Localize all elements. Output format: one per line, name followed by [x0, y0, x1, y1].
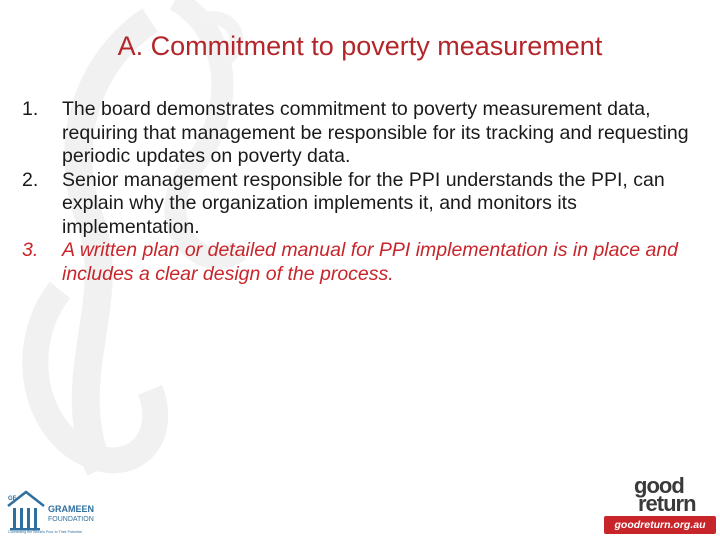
- grameen-foundation-logo: [6, 488, 130, 534]
- grameen-name: GRAMEEN: [48, 504, 95, 514]
- list-item: [22, 98, 712, 169]
- list-item-number: 3.: [22, 239, 39, 261]
- list-item-text: A written plan or detailed manual for PPI implementation is in place and includes a clear design of the process.: [62, 239, 679, 285]
- criteria-list: [22, 98, 712, 286]
- list-item-number: 1.: [22, 98, 39, 120]
- list-item-number: 2.: [22, 168, 39, 191]
- goodreturn-url: goodreturn.org.au: [604, 516, 716, 534]
- goodreturn-word-return: return: [638, 491, 696, 516]
- goodreturn-logo: [604, 474, 716, 536]
- slide-title: A. Commitment to poverty measurement: [117, 31, 603, 61]
- list-item-text: Senior management responsible for the PPI understands the PPI, can explain why the organization implements it, and monitors its implementation.: [62, 168, 665, 238]
- list-item: [22, 169, 712, 240]
- grameen-name-2: FOUNDATION: [48, 516, 94, 523]
- goodreturn-word-good: good: [634, 473, 684, 498]
- list-item-text: The board demonstrates commitment to poverty measurement data, requiring that management be responsible for its tracking and requesting periodic updates on poverty data.: [62, 98, 689, 167]
- grameen-initials: GF: [8, 496, 17, 502]
- grameen-tagline: Connecting the World's Poor to Their Potential: [8, 530, 82, 534]
- list-item-highlighted: [22, 239, 712, 286]
